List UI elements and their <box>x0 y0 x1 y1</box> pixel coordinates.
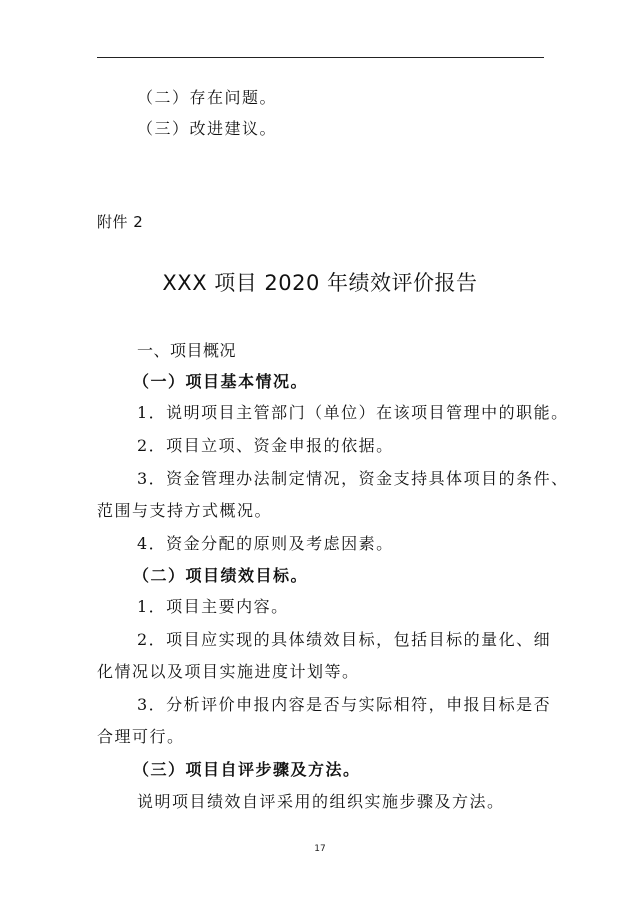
subsection-heading-performance-goals: （二）项目绩效目标。 <box>133 566 309 585</box>
subsection-heading-self-evaluation: （三）项目自评步骤及方法。 <box>133 760 361 779</box>
problems-heading: （二）存在问题。 <box>137 88 278 107</box>
subsection-heading-basic-info: （一）项目基本情况。 <box>133 372 309 391</box>
paragraph-continuation: 范围与支持方式概况。 <box>97 501 273 520</box>
attachment-label: 附件 2 <box>97 213 144 231</box>
report-title: XXX 项目 2020 年绩效评价报告 <box>162 271 478 295</box>
paragraph-continuation: 化情况以及项目实施进度计划等。 <box>97 662 360 681</box>
paragraph: 1．项目主要内容。 <box>137 597 289 616</box>
header-rule <box>97 57 544 58</box>
suggestions-heading: （三）改进建议。 <box>137 119 278 138</box>
page-number: 17 <box>314 844 326 854</box>
paragraph: 1．说明项目主管部门（单位）在该项目管理中的职能。 <box>137 403 569 422</box>
section-heading-overview: 一、项目概况 <box>137 341 237 360</box>
paragraph-continuation: 合理可行。 <box>97 727 185 746</box>
paragraph: 2．项目立项、资金申报的依据。 <box>137 436 394 455</box>
paragraph: 3．分析评价申报内容是否与实际相符，申报目标是否 <box>137 695 552 714</box>
paragraph: 3．资金管理办法制定情况，资金支持具体项目的条件、 <box>137 469 569 488</box>
paragraph: 4．资金分配的原则及考虑因素。 <box>137 534 394 553</box>
paragraph: 2．项目应实现的具体绩效目标，包括目标的量化、细 <box>137 630 552 649</box>
paragraph: 说明项目绩效自评采用的组织实施步骤及方法。 <box>137 792 505 811</box>
